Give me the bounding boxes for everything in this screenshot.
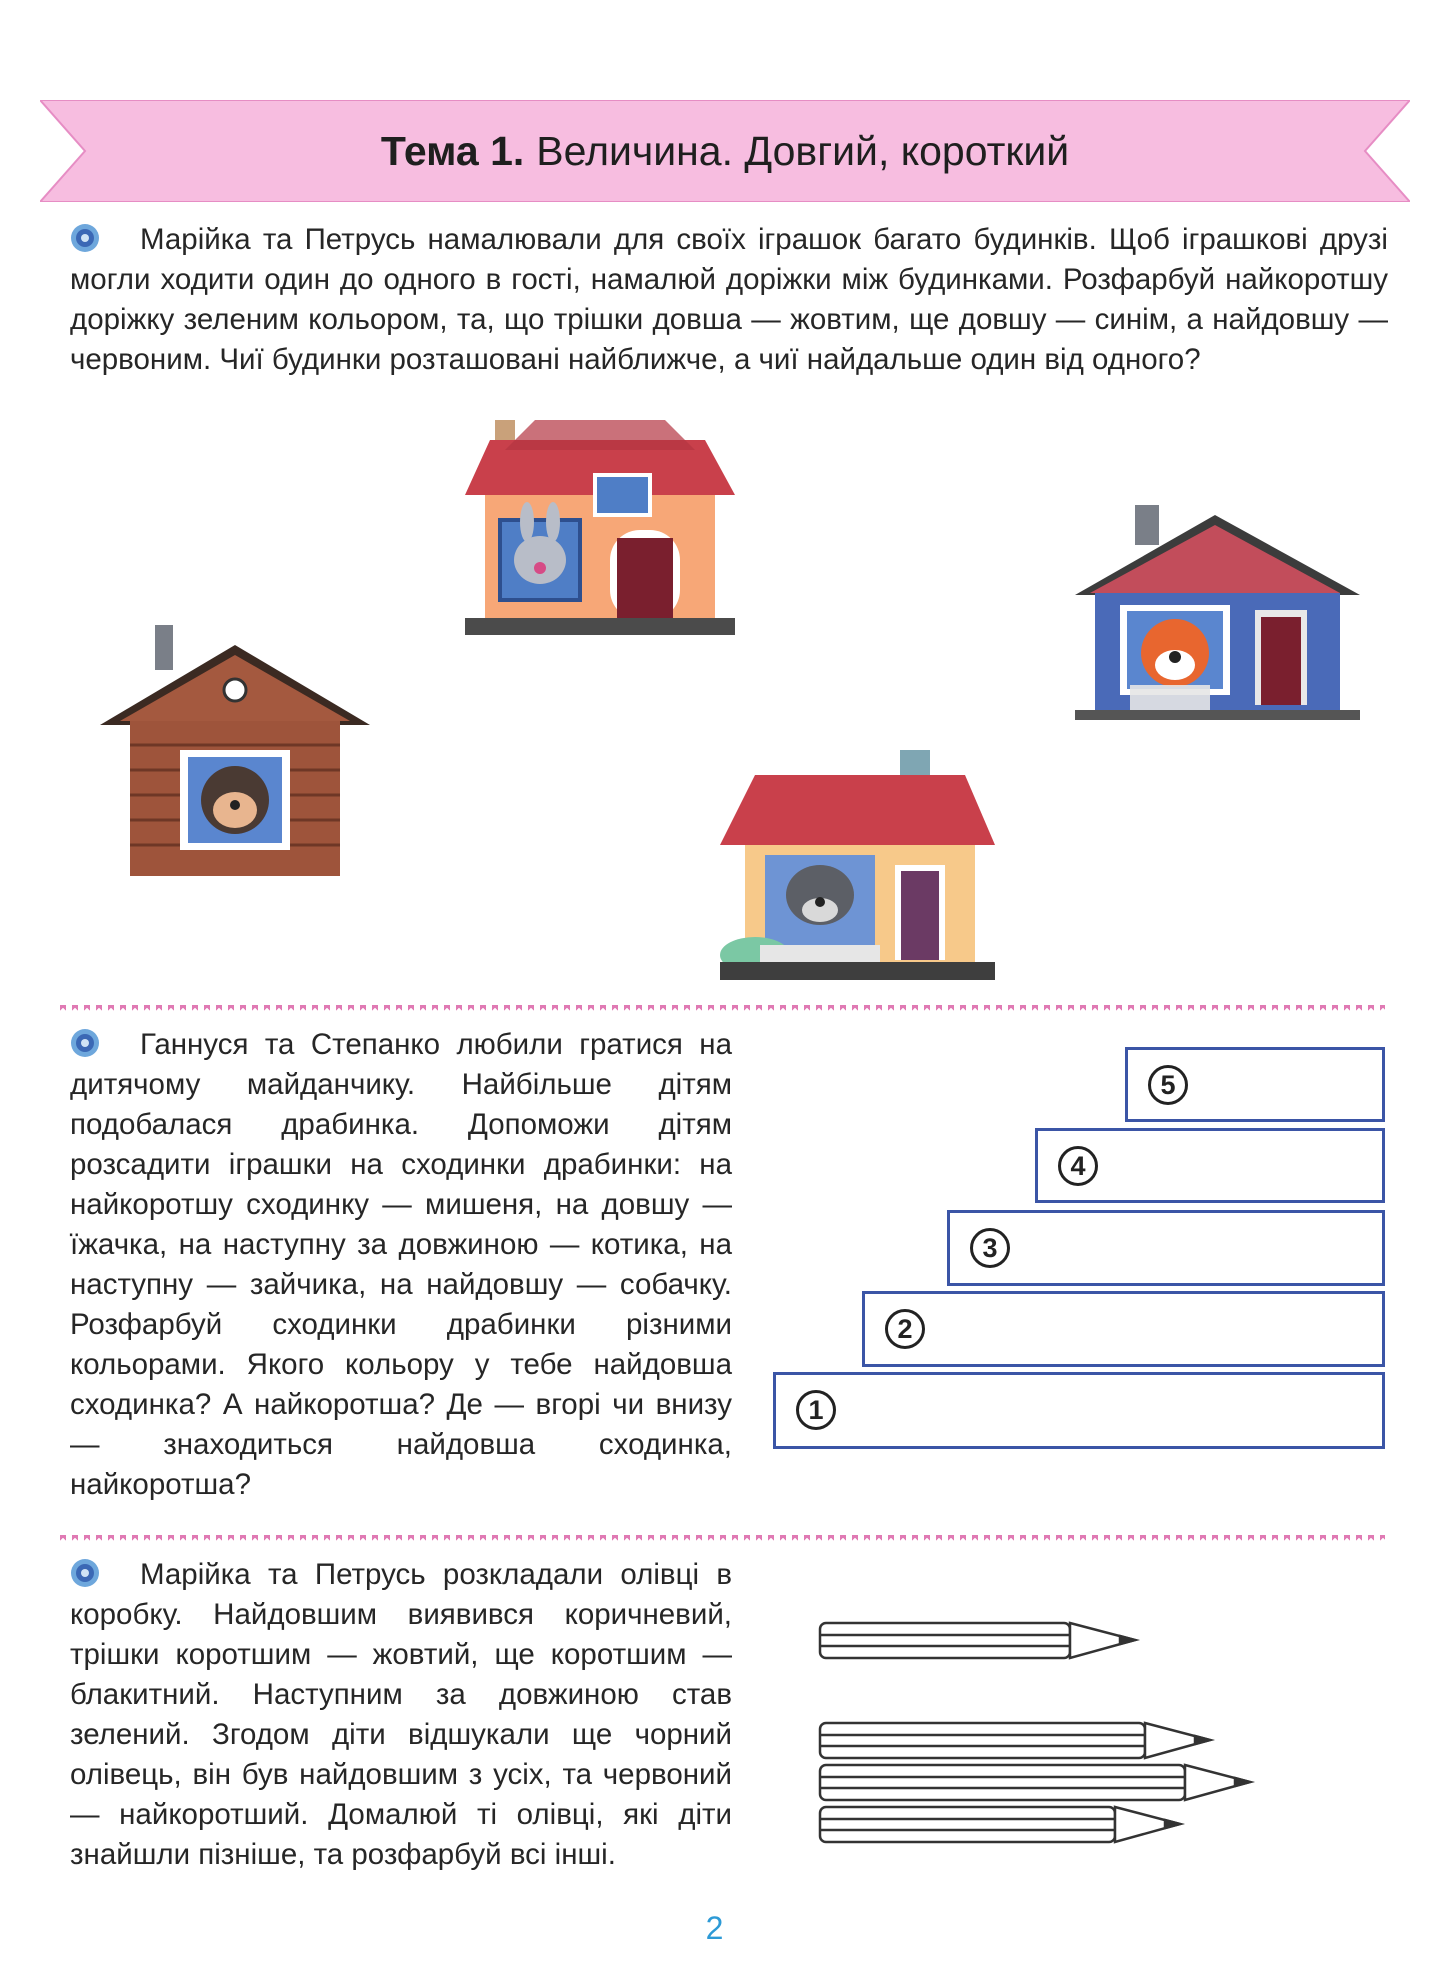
ladder-step-1[interactable] [773,1372,1385,1449]
ladder-step-4[interactable] [1035,1128,1385,1203]
section-divider-2 [60,1535,1385,1549]
page-number: 2 [705,1910,724,1946]
task3-paragraph [70,1555,732,1875]
step-number-badge: 5 [1148,1065,1188,1105]
ladder-step-5[interactable] [1125,1047,1385,1122]
flower-bullet-icon [70,1028,100,1058]
page-title [40,100,1410,202]
ladder-step-2[interactable] [862,1291,1385,1367]
task3-text: Марійка та Петрусь розкладали олівці в коробку. Найдовшим виявився коричневий, трішки коротшим — жовтий, ще коротшим — блакитний. Наступним за довжиною став зелений. Згодом діти відшукали ще чорний олівець, він був найдовшим з усіх, та червоний — найкоротший. Домалюй ті олівці, які діти знайшли пізніше, та розфарбуй всі інші. [70,1558,732,1871]
topic-name: Величина. Довгий, короткий [536,127,1070,174]
house-fox-illustration [1075,505,1360,720]
topic-number: Тема 1. [380,127,525,174]
section-divider-1 [60,1005,1385,1019]
pencil-outline-3 [820,1765,1250,1800]
task2-text: Ганнуся та Степанко любили гратися на дитячому майданчику. Найбільше дітям подобалася драбинка. Допоможи дітям розсадити іграшки на сходинки драбинки: на найкоротшу сходинку — мишеня, на довшу — їжачка, на наступну за довжиною — котика, на наступну — зайчика, на найдовшу — собачку. Розфарбуй сходинки драбинки різними кольорами. Якого кольору у тебе найдовша сходинка? А найкоротша? Де — вгорі чи внизу — знаходиться найдовша сходинка, найкоротша? [70,1028,732,1501]
ladder-step-3[interactable] [947,1210,1385,1286]
task1-paragraph [70,220,1388,380]
house-raccoon-illustration [720,750,995,980]
pencils-outline-illustration[interactable] [815,1615,1355,1865]
flower-bullet-icon [70,223,100,253]
pencil-outline-2 [820,1723,1210,1758]
step-number-badge: 1 [796,1390,836,1430]
topic-banner [40,100,1410,202]
pencil-outline-1 [820,1623,1135,1658]
house-bunny-illustration [465,420,735,635]
step-number-badge: 4 [1058,1146,1098,1186]
flower-bullet-icon [70,1558,100,1588]
step-number-badge: 2 [885,1309,925,1349]
task1-text: Марійка та Петрусь намалювали для своїх іграшок багато будинків. Щоб іграшкові друзі могли ходити один до одного в гості, намалюй доріжки між будинками. Розфарбуй найкоротшу доріжку зеленим кольором, та, що трішки довша — жовтим, ще довшу — синім, а найдовшу — червоним. Чиї будинки розташовані найближче, а чиї найдальше один від одного? [70,223,1388,376]
task2-paragraph [70,1025,732,1505]
pencil-outline-4 [820,1807,1180,1842]
step-number-badge: 3 [970,1228,1010,1268]
house-hedgehog-illustration [100,625,370,880]
